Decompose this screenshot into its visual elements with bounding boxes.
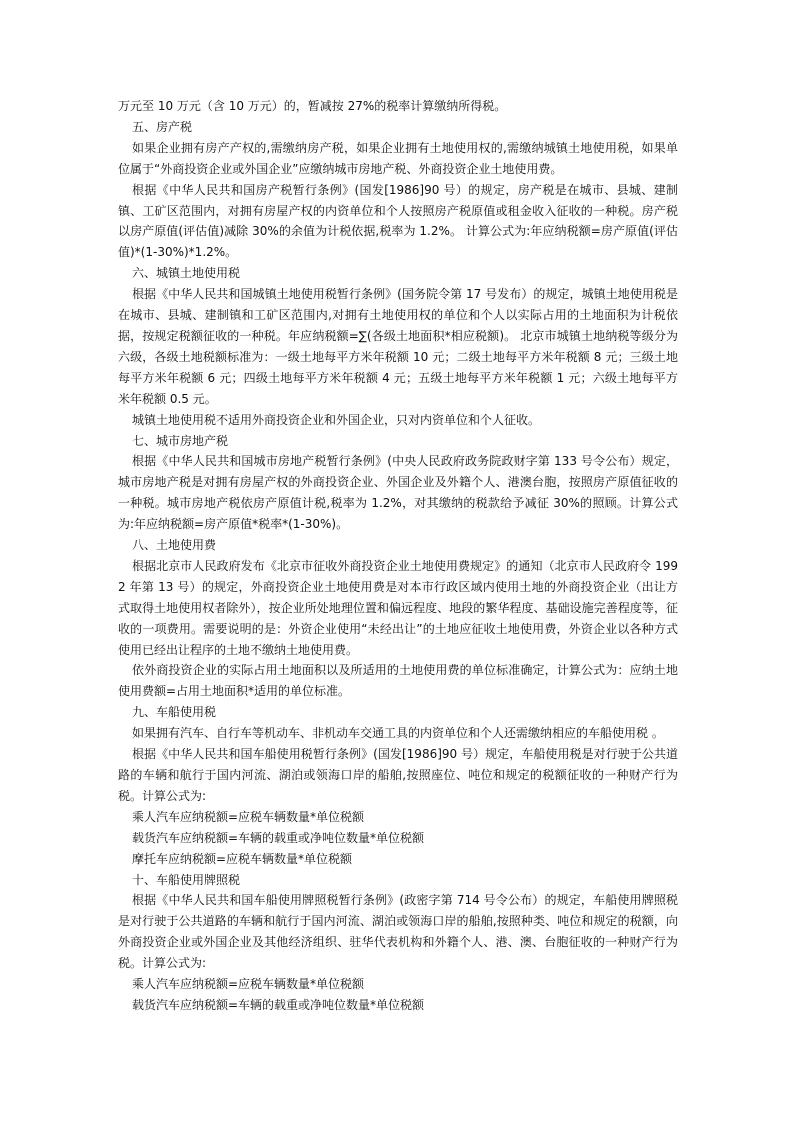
section-heading-land-use-fee: 八、土地使用费 [132, 538, 217, 553]
paragraph: 如果拥有汽车、自行车等机动车、非机动车交通工具的内资单位和个人还需缴纳相应的车船使用税 。 [132, 726, 664, 741]
formula-line: 载货汽车应纳税额=车辆的载重或净吨位数量*单位税额 [132, 830, 425, 845]
paragraph: 依外商投资企业的实际占用土地面积以及所适用的土地使用费的单位标准确定，计算公式为：应纳土地使用费额=占用土地面积*适用的单位标准。 [118, 663, 678, 699]
document-page [118, 96, 678, 1016]
section-heading-vehicle-vessel-use-tax: 九、车船使用税 [132, 705, 217, 720]
section-heading-land-use-tax: 六、城镇土地使用税 [132, 266, 241, 281]
formula-line: 乘人汽车应纳税额=应税车辆数量*单位税额 [132, 977, 365, 992]
formula-line: 载货汽车应纳税额=车辆的载重或净吨位数量*单位税额 [132, 997, 425, 1012]
formula-line: 乘人汽车应纳税额=应税车辆数量*单位税额 [132, 809, 365, 824]
section-heading-property-tax: 五、房产税 [132, 119, 193, 134]
section-heading-urban-real-estate-tax: 七、城市房地产税 [132, 433, 229, 448]
section-heading-license-plate-tax: 十、车船使用牌照税 [132, 872, 241, 887]
paragraph: 根据《中华人民共和国车船使用牌照税暂行条例》(政密字第 714 号令公布）的规定，车船使用牌照税是对行驶于公共道路的车辆和航行于国内河流、湖泊或领海口岸的船舶,按照种类、吨位和规定的税额，向外商投资企业或外国企业及其他经济组织、驻华代表机构和外籍个人、港、澳、台胞征收的一种财产行为税。计算公式为: [118, 893, 678, 971]
paragraph: 如果企业拥有房产产权的,需缴纳房产税，如果企业拥有土地使用权的,需缴纳城镇土地使用税，如果单位属于“外商投资企业或外国企业”应缴纳城市房地产税、外商投资企业土地使用费。 [118, 140, 678, 176]
paragraph: 根据《中华人民共和国城市房地产税暂行条例》(中央人民政府政务院政财字第 133 号令公布）规定，城市房地产税是对拥有房屋产权的外商投资企业、外国企业及外籍个人、港澳台胞，按照房产原值征收的一种税。城市房地产税依房产原值计税,税率为 1.2%，对其缴纳的税款给予减征 30%的照顾。计算公式为:年应纳税额=房产原值*税率*(1-30%)。 [118, 454, 678, 532]
paragraph: 根据《中华人民共和国房产税暂行条例》(国发[1986]90 号）的规定，房产税是在城市、县城、建制镇、工矿区范围内，对拥有房屋产权的内资单位和个人按照房产税原值或租金收入征收的一种税。房产税以房产原值(评估值)减除 30%的余值为计税依据,税率为 1.2%。 计算公式为:年应纳税额=房产原值(评估值)*(1-30%)*1.2%。 [118, 182, 678, 260]
formula-line: 摩托车应纳税额=应税车辆数量*单位税额 [132, 851, 353, 866]
paragraph: 根据《中华人民共和国车船使用税暂行条例》(国发[1986]90 号）规定，车船使用税是对行驶于公共道路的车辆和航行于国内河流、湖泊或领海口岸的船舶,按照座位、吨位和规定的税额征收的一种财产行为税。计算公式为: [118, 747, 678, 803]
paragraph: 城镇土地使用税不适用外商投资企业和外国企业，只对内资单位和个人征收。 [132, 412, 541, 427]
paragraph-continuation: 万元至 10 万元（含 10 万元）的，暂减按 27%的税率计算缴纳所得税。 [118, 99, 507, 113]
paragraph: 根据北京市人民政府发布《北京市征收外商投资企业土地使用费规定》的通知（北京市人民政府令 1992 年第 13 号）的规定，外商投资企业土地使用费是对本市行政区域内使用土地的外商投资企业（出让方式取得土地使用权者除外），按企业所处地理位置和偏远程度、地段的繁华程度、基础设施完善程度等，征收的一项费用。需要说明的是：外资企业使用“未经出让”的土地应征收土地使用费，外资企业以各种方式使用已经出让程序的土地不缴纳土地使用费。 [118, 558, 678, 657]
paragraph: 根据《中华人民共和国城镇土地使用税暂行条例》(国务院令第 17 号发布）的规定，城镇土地使用税是在城市、县城、建制镇和工矿区范围内,对拥有土地使用权的单位和个人以实际占用的土地面积为计税依据，按规定税额征收的一种税。年应纳税额=∑(各级土地面积*相应税额)。 北京市城镇土地纳税等级分为六级，各级土地税额标准为：一级土地每平方米年税额 10 元；二级土地每平方米年税额 8 元；三级土地每平方米年税额 6 元；四级土地每平方米年税额 4 元；五级土地每平方米年税额 1 元；六级土地每平方米年税额 0.5 元。 [118, 287, 678, 406]
